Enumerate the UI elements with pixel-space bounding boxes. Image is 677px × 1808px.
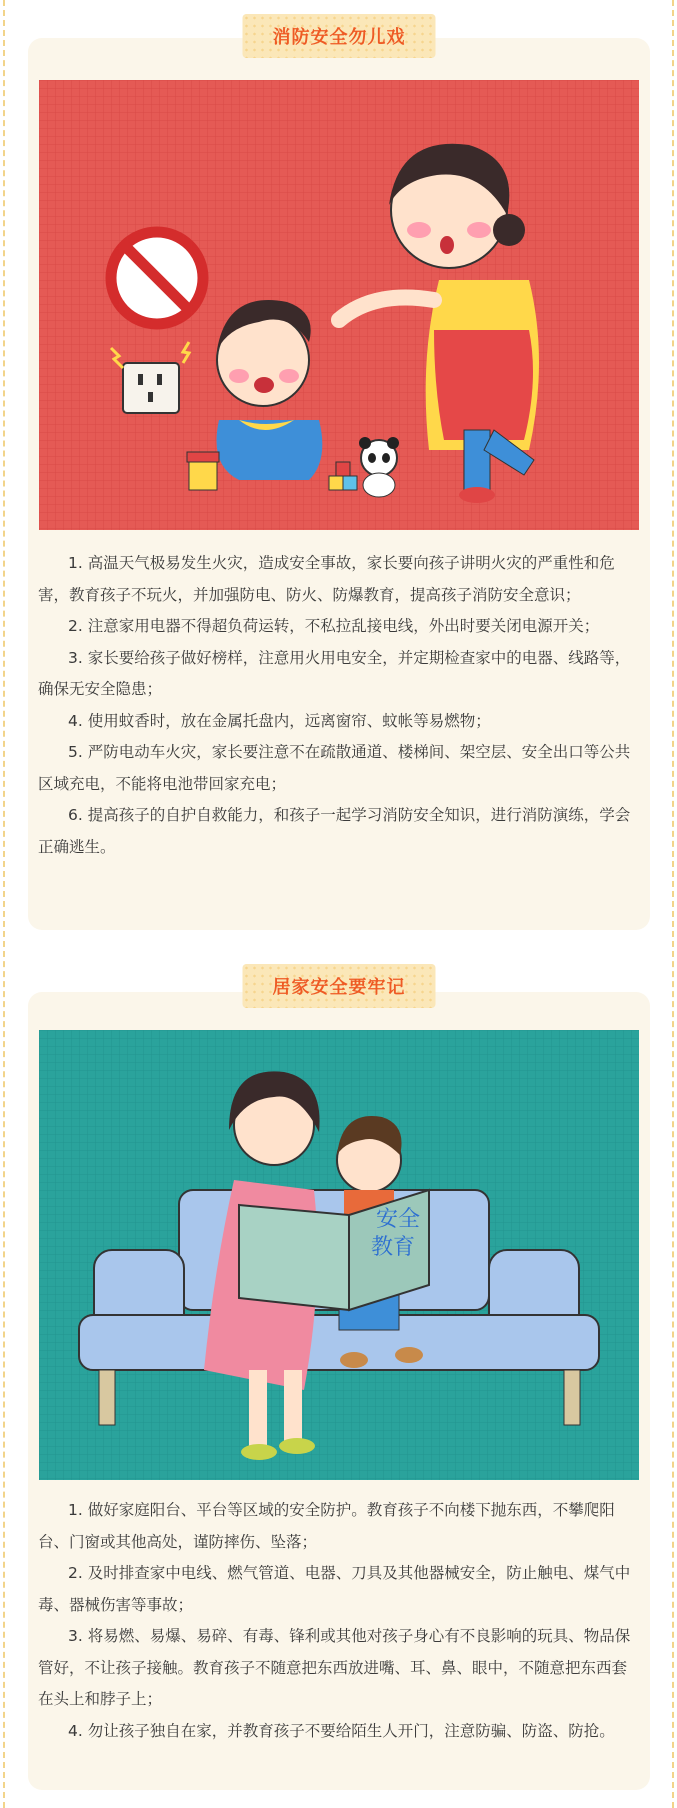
right-dashed-border xyxy=(672,0,674,1808)
book-text-line2: 教育 xyxy=(371,1235,416,1260)
tip-item: 4. 使用蚊香时，放在金属托盘内，远离窗帘、蚊帐等易燃物； xyxy=(68,711,491,730)
tip-item: 3. 家长要给孩子做好榜样，注意用火用电安全，并定期检查家中的电器、线路等，确保无安全隐患； xyxy=(38,648,631,698)
section-title-home-safety: 居家安全要牢记 xyxy=(243,964,436,1008)
tip-item: 1. 做好家庭阳台、平台等区域的安全防护。教育孩子不向楼下抛东西，不攀爬阳台、门窗或其他高处，谨防摔伤、坠落； xyxy=(38,1501,615,1551)
tip-item: 2. 注意家用电器不得超负荷运转，不私拉乱接电线，外出时要关闭电源开关； xyxy=(68,617,600,635)
book-text-line1: 安全 xyxy=(376,1207,421,1232)
section-home-safety xyxy=(28,960,650,1790)
left-dashed-border xyxy=(3,0,5,1808)
tip-item: 1. 高温天气极易发生火灾，造成安全事故，家长要向孩子讲明火灾的严重性和危害，教育孩子不玩火，并加强防电、防火、防爆教育，提高孩子消防安全意识； xyxy=(38,554,615,604)
tip-item: 2. 及时排查家中电线、燃气管道、电器、刀具及其他器械安全，防止触电、煤气中毒、器械伤害等事故； xyxy=(38,1564,631,1614)
tip-item: 5. 严防电动车火灾，家长要注意不在疏散通道、楼梯间、架空层、安全出口等公共区域充电，不能将电池带回家充电； xyxy=(38,743,631,793)
home-safety-illustration xyxy=(39,1030,639,1480)
tip-item: 4. 勿让孩子独自在家，并教育孩子不要给陌生人开门，注意防骗、防盗、防抢。 xyxy=(68,1721,615,1740)
section-title-fire-safety: 消防安全勿儿戏 xyxy=(243,14,436,58)
tip-item: 3. 将易燃、易爆、易碎、有毒、锋利或其他对孩子身心有不良影响的玩具、物品保管好，不让孩子接触。教育孩子不随意把东西放进嘴、耳、鼻、眼中，不随意把东西套在头上和脖子上； xyxy=(38,1627,631,1708)
panda-toy-icon xyxy=(359,437,399,497)
tip-item: 6. 提高孩子的自护自救能力，和孩子一起学习消防安全知识，进行消防演练，学会正确逃生。 xyxy=(38,806,631,856)
fire-safety-tips xyxy=(38,548,638,863)
no-sign-icon xyxy=(111,232,203,324)
fire-safety-illustration xyxy=(39,80,639,530)
section-fire-safety xyxy=(28,0,650,930)
home-safety-tips xyxy=(38,1495,638,1747)
